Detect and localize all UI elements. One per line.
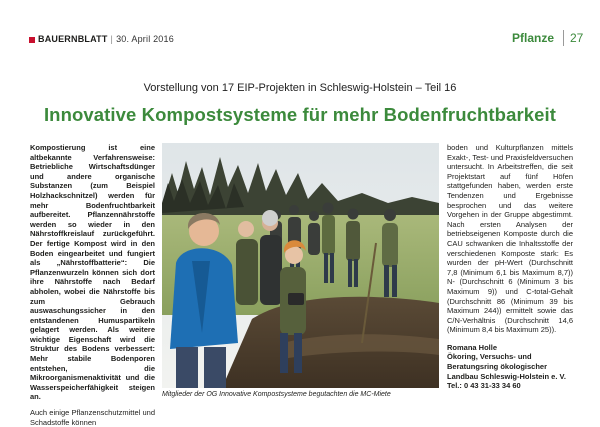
page-number: 27 bbox=[570, 31, 584, 45]
brand-square-icon bbox=[29, 37, 35, 43]
author-name: Romana Holle bbox=[447, 342, 498, 352]
article-photo bbox=[162, 143, 439, 388]
section-label: Pflanze bbox=[512, 31, 555, 45]
body-paragraph-right: boden und Kulturpflanzen mittels Exakt-, Test- und Praxisfeldversuchen untersucht. In Arbeitstreffen, die seit Projektstart auf fünf Höfen stattgefunden haben, werden erste Tendenzen und Ergebnisse besprochen und das weitere Vorgehen in der Gruppe abgestimmt. Nach ersten Analysen der betriebseigenen Komposte durch die CAU schwanken die Inhaltsstoffe der verschiedenen Komposte stark: Es wurden der pH-Wert (Durchschnitt 7,8 (Minimum 6,1 bis Maximum 8,7)) N- (Durchschnitt 6 (Minimum 3 bis Maximum 9)) und C-total-Gehalt (Durchschnitt 86 (Minimum 39 bis Maximum 244)) ermittelt sowie das C/N-Verhältnis (Durchschnitt 14,6 (Minimum 8,4 bis Maximum 25)). bbox=[447, 143, 573, 335]
text-column-left bbox=[30, 143, 155, 427]
text-column-right bbox=[447, 143, 573, 400]
article-lead: Kompostierung ist eine altbekannte Verfahrensweise: Betriebliche Wirtschaftsdünger und andere organische Substanzen (zum Beispiel Holzhackschnitzel) werden für mehr Bodenfruchtbarkeit aufbereitet. Pflanzennährstoffe werden so wieder in den Nährstoffkreislauf zurückgeführt. Der fertige Kompost wird in den Boden eingearbeitet und fungiert als „Nährstoffbatterie“: Die Pflanzenwurzeln können sich dort ihre Nährstoffe nach Bedarf abholen, wobei die Nährstoffe bis zum Gebrauch auswaschungssicher in den entstandenen Humuspartikeln gelagert werden. Als weitere wichtige Eigenschaft wird die Struktur des Bodens verbessert: Mehr stabile Bodenporen entstehen, die Mikroorganismenaktivität und die Wasserspeicherfähigkeit steigen an. bbox=[30, 143, 155, 402]
body-paragraph-left: Auch einige Pflanzenschutzmittel und Schadstoffe können bbox=[30, 408, 155, 427]
author-block bbox=[447, 343, 573, 391]
author-org-line-2: Beratungsring ökologischer bbox=[447, 362, 548, 372]
publication-name: BAUERNBLATT bbox=[38, 34, 108, 44]
article-headline: Innovative Kompostsysteme für mehr Bodenfruchtbarkeit bbox=[43, 104, 557, 125]
article-kicker: Vorstellung von 17 EIP-Projekten in Schleswig-Holstein – Teil 16 bbox=[143, 82, 457, 94]
publication-header bbox=[38, 34, 174, 44]
author-org-line-3: Landbau Schleswig-Holstein e. V. bbox=[447, 371, 566, 381]
issue-date: 30. April 2016 bbox=[116, 34, 174, 44]
author-phone: Tel.: 0 43 31-33 34 60 bbox=[447, 381, 521, 391]
photo-caption: Mitglieder der OG Innovative Kompostsysteme begutachten die MC-Miete bbox=[162, 391, 391, 398]
author-org-line-1: Ökoring, Versuchs- und bbox=[447, 352, 532, 362]
header-divider bbox=[563, 30, 564, 46]
header-separator: | bbox=[110, 34, 114, 44]
